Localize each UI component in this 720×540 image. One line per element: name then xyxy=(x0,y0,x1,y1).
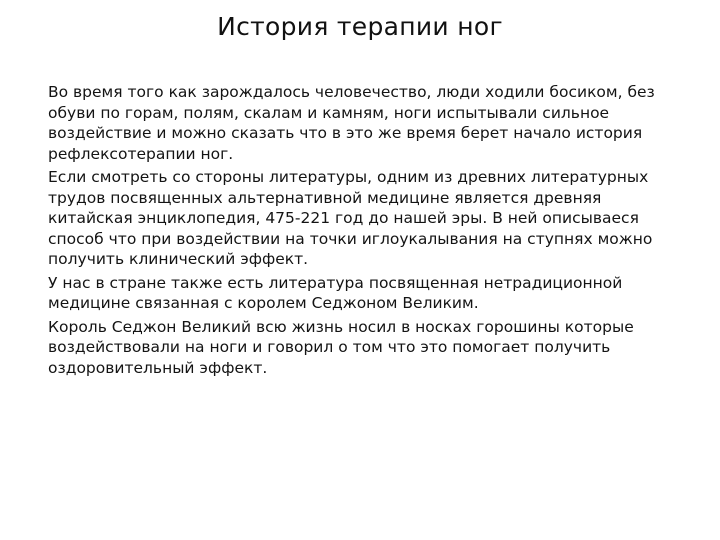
paragraph-chinese-encyclopedia: Если смотреть со стороны литературы, одним из древних литературных трудов посвященных альтернативной медицине является древняя китайская энциклопедия, 475-221 год до нашей эры. В ней описываеся способ что при воздействии на точки иглоукалывания на ступнях можно получить клинический эффект. xyxy=(48,168,653,268)
slide-title: История терапии ног xyxy=(217,12,503,41)
paragraph-origins: Во время того как зарождалось человечество, люди ходили босиком, без обуви по горам, полям, скалам и камням, ноги испытывали сильное воздействие и можно сказать что в это же время берет начало история рефлексотерапии ног. xyxy=(48,83,655,163)
slide-body xyxy=(48,82,683,381)
paragraph-king-sejong: Король Седжон Великий всю жизнь носил в носках горошины которые воздействовали на ноги и говорил о том что это помогает получить оздоровительный эффект. xyxy=(48,317,634,377)
paragraph-national-literature: У нас в стране также есть литература посвященная нетрадиционной медицине связанная с королем Седжоном Великим. xyxy=(48,273,623,312)
